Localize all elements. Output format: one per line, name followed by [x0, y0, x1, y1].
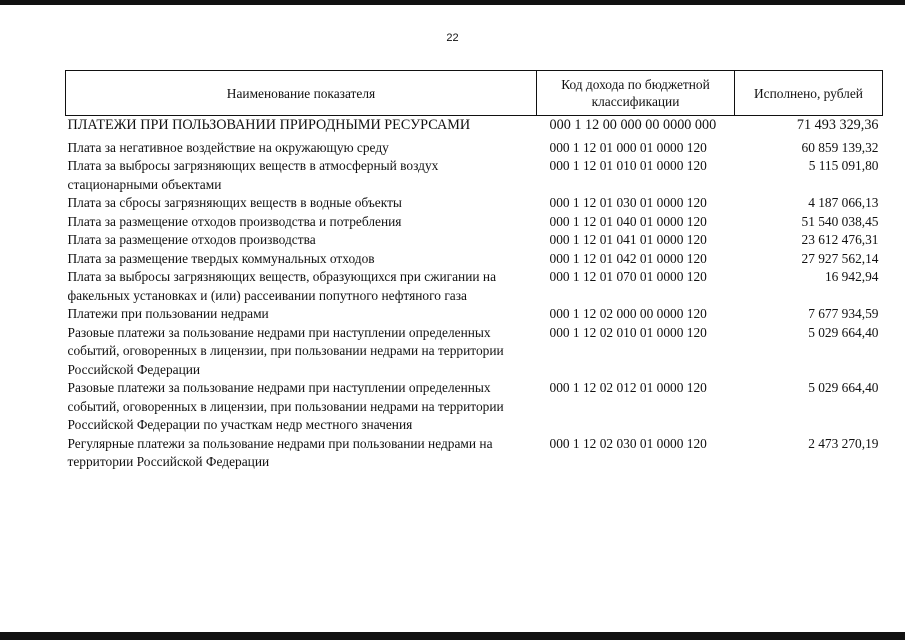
table-row	[66, 194, 883, 213]
budget-revenue-table	[65, 70, 883, 472]
section-name: ПЛАТЕЖИ ПРИ ПОЛЬЗОВАНИИ ПРИРОДНЫМИ РЕСУРСАМИ	[67, 117, 471, 133]
row-amount: 5 029 664,40	[808, 324, 879, 340]
row-name: Плата за выбросы загрязняющих веществ, образующихся при сжигании на факельных установках и (или) рассеивании попутного нефтяного газа	[67, 269, 497, 303]
section-code: 000 1 12 00 000 00 0000 000	[549, 117, 717, 133]
table-row	[66, 213, 883, 232]
row-code: 000 1 12 02 010 01 0000 120	[549, 324, 707, 340]
row-amount: 4 187 066,13	[808, 195, 879, 210]
row-name: Плата за размещение отходов производства	[67, 232, 316, 247]
row-code: 000 1 12 02 030 01 0000 120	[549, 435, 707, 451]
row-amount: 60 859 139,32	[801, 139, 879, 155]
row-amount: 7 677 934,59	[808, 306, 879, 321]
row-code: 000 1 12 01 040 01 0000 120	[549, 213, 707, 229]
row-name: Плата за размещение твердых коммунальных отходов	[67, 250, 375, 266]
table-row	[66, 231, 883, 250]
row-code: 000 1 12 01 041 01 0000 120	[549, 232, 707, 247]
section-amount: 71 493 329,36	[796, 117, 879, 133]
row-name: Плата за выбросы загрязняющих веществ в атмосферный воздух стационарными объектами	[67, 158, 439, 192]
row-code: 000 1 12 01 010 01 0000 120	[549, 158, 707, 173]
row-amount: 2 473 270,19	[808, 435, 879, 451]
table-row	[66, 324, 883, 380]
row-amount: 23 612 476,31	[801, 232, 879, 247]
section-row	[66, 116, 883, 135]
row-code: 000 1 12 02 012 01 0000 120	[549, 380, 707, 395]
page-number: 22	[446, 32, 459, 44]
bottom-scan-border	[0, 632, 905, 640]
row-name: Разовые платежи за пользование недрами при наступлении определенных событий, оговоренных в лицензии, при пользовании недрами на территории Российской Федерации по участкам недр местного значения	[67, 380, 504, 432]
table-row	[66, 379, 883, 435]
row-amount: 27 927 562,14	[801, 250, 879, 266]
top-scan-border	[0, 0, 905, 5]
row-amount: 51 540 038,45	[801, 213, 879, 229]
table-row	[66, 268, 883, 305]
table-row	[66, 305, 883, 324]
table-row	[66, 250, 883, 269]
header-executed-amount: Исполнено, рублей	[735, 71, 883, 116]
header-indicator-name: Наименование показателя	[66, 71, 537, 116]
row-code: 000 1 12 01 000 01 0000 120	[549, 139, 707, 155]
row-name: Разовые платежи за пользование недрами при наступлении определенных событий, оговоренных в лицензии, при пользовании недрами на территории Российской Федерации	[67, 324, 504, 377]
row-amount: 16 942,94	[824, 269, 879, 284]
row-amount: 5 029 664,40	[808, 380, 879, 395]
table-row	[66, 435, 883, 472]
row-name: Плата за негативное воздействие на окружающую среду	[67, 139, 389, 155]
row-code: 000 1 12 01 030 01 0000 120	[549, 195, 707, 210]
row-code: 000 1 12 01 042 01 0000 120	[549, 250, 707, 266]
row-name: Платежи при пользовании недрами	[67, 306, 269, 321]
row-name: Регулярные платежи за пользование недрами при пользовании недрами на территории Российской Федерации	[67, 435, 493, 469]
header-revenue-code: Код дохода по бюджетной классификации	[537, 71, 735, 116]
row-code: 000 1 12 02 000 00 0000 120	[549, 306, 707, 321]
table-header	[66, 71, 883, 116]
row-name: Плата за сбросы загрязняющих веществ в водные объекты	[67, 195, 402, 210]
table-row	[66, 157, 883, 194]
row-amount: 5 115 091,80	[808, 158, 879, 173]
row-code: 000 1 12 01 070 01 0000 120	[549, 269, 707, 284]
row-name: Плата за размещение отходов производства и потребления	[67, 213, 402, 229]
table-row	[66, 135, 883, 158]
